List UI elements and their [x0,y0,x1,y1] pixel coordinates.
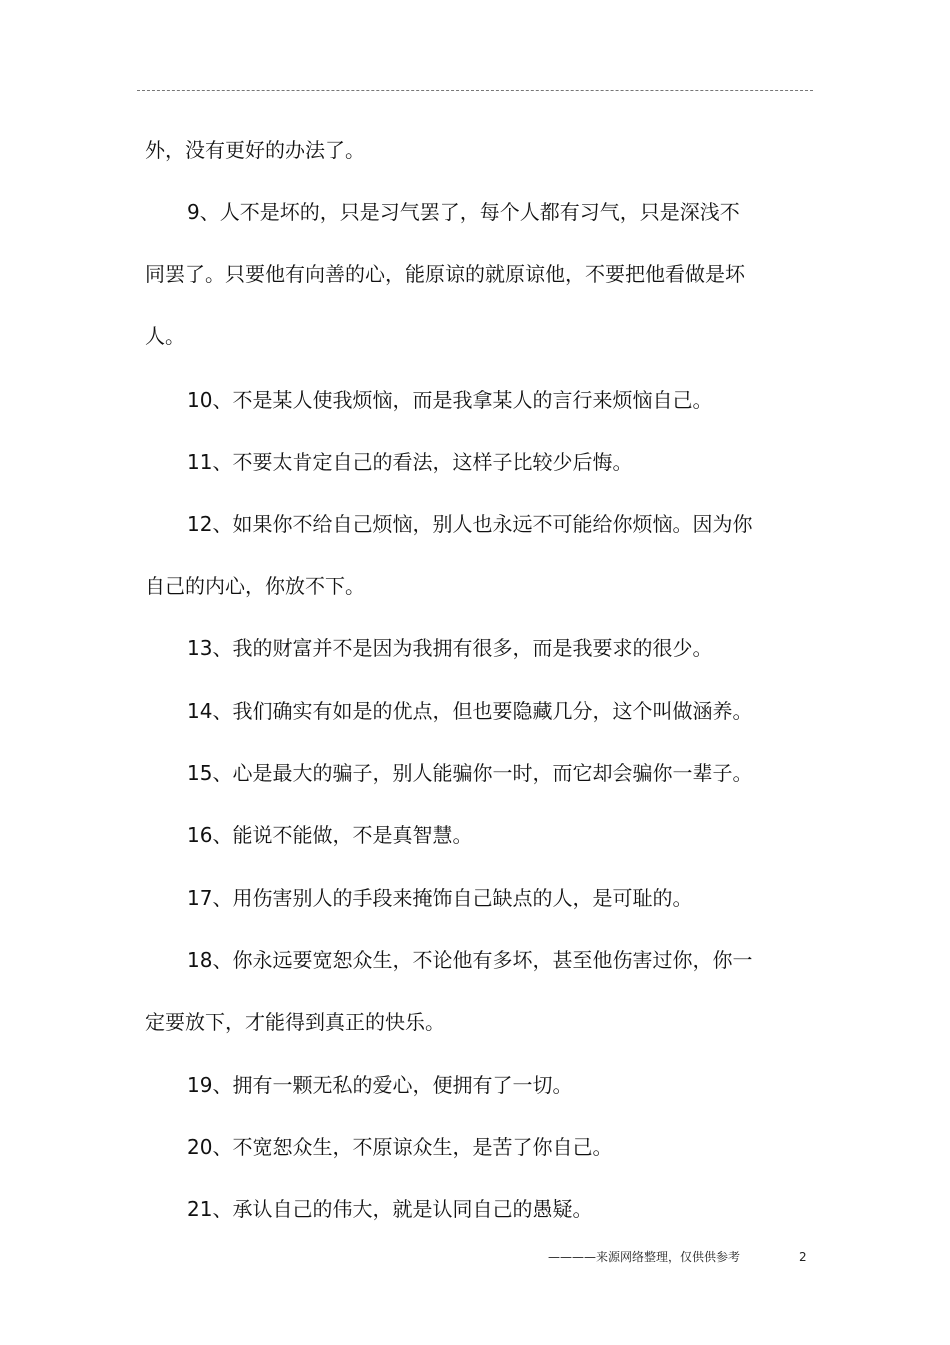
text-line: 9、人不是坏的，只是习气罢了，每个人都有习气，只是深浅不 [187,200,740,224]
text-line: 外，没有更好的办法了。 [145,138,365,162]
text-line: 定要放下，才能得到真正的快乐。 [145,1010,445,1034]
text-line: 自己的内心，你放不下。 [145,574,365,598]
text-line: 14、我们确实有如是的优点，但也要隐藏几分，这个叫做涵养。 [187,699,753,723]
text-line: 11、不要太肯定自己的看法，这样子比较少后悔。 [187,450,633,474]
text-line: 20、不宽恕众生，不原谅众生，是苦了你自己。 [187,1135,613,1159]
text-line: 人。 [145,324,185,348]
text-line: 16、能说不能做，不是真智慧。 [187,823,473,847]
header-rule [137,90,813,91]
text-line: 19、拥有一颗无私的爱心，便拥有了一切。 [187,1073,573,1097]
text-line: 17、用伤害别人的手段来掩饰自己缺点的人，是可耻的。 [187,886,693,910]
footer-source-note: ————来源网络整理，仅供供参考 [548,1250,741,1264]
page-number: 2 [799,1250,807,1264]
text-line: 18、你永远要宽恕众生，不论他有多坏，甚至他伤害过你，你一 [187,948,753,972]
text-line: 同罢了。只要他有向善的心，能原谅的就原谅他，不要把他看做是坏 [145,262,745,286]
text-line: 15、心是最大的骗子，别人能骗你一时，而它却会骗你一辈子。 [187,761,753,785]
text-line: 10、不是某人使我烦恼，而是我拿某人的言行来烦恼自己。 [187,388,713,412]
text-line: 21、承认自己的伟大，就是认同自己的愚疑。 [187,1197,593,1221]
text-line: 12、如果你不给自己烦恼，别人也永远不可能给你烦恼。因为你 [187,512,753,536]
text-line: 13、我的财富并不是因为我拥有很多，而是我要求的很少。 [187,636,713,660]
